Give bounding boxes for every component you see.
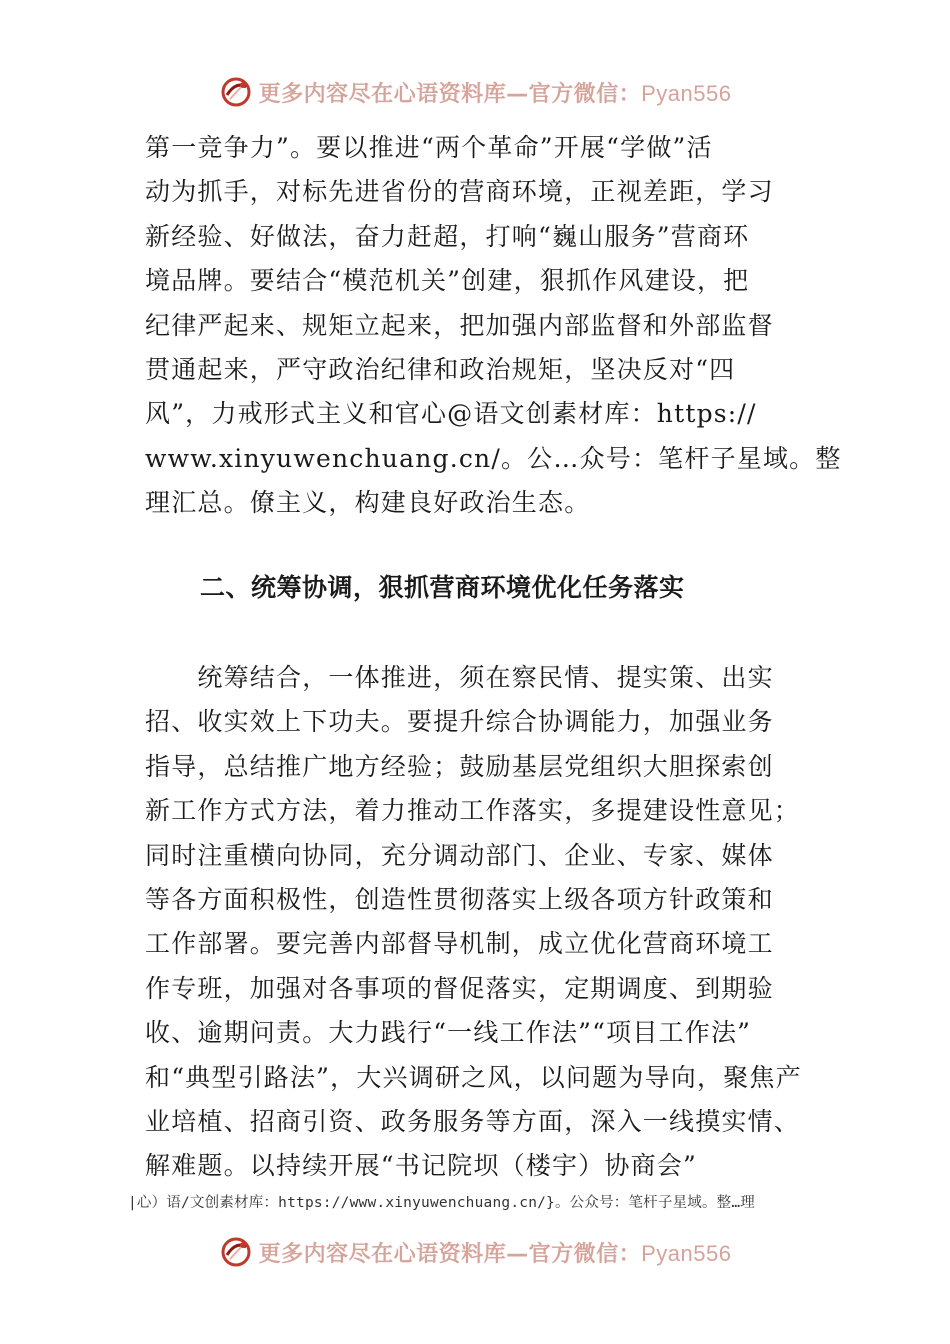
text-line: 贯通起来，严守政治纪律和政治规矩，坚决反对“四 [145, 355, 736, 385]
watermark-header [0, 72, 950, 112]
text-line: 第一竞争力”。要以推进“两个革命”开展“学做”活 [145, 133, 713, 162]
text-line: 收、逾期问责。大力践行“一线工作法”“项目工作法” [145, 1018, 752, 1048]
watermark-text: 更多内容尽在心语资料库—官方微信：Pyan556 [258, 1240, 732, 1267]
logo-icon [219, 75, 253, 109]
text-line: 招、收实效上下功夫。要提升综合协调能力，加强业务 [145, 707, 774, 737]
text-line: 同时注重横向协同，充分调动部门、企业、专家、媒体 [145, 840, 774, 870]
text-line: 指导，总结推广地方经验；鼓励基层党组织大胆探索创 [145, 751, 774, 781]
text-line: 解难题。以持续开展“书记院坝（楼宇）协商会” [145, 1151, 697, 1181]
section-heading: 二、统筹协调，狠抓营商环境优化任务落实 [200, 573, 685, 602]
paragraph-continued [145, 126, 842, 526]
text-line: 业培植、招商引资、政务服务等方面，深入一线摸实情、 [145, 1107, 801, 1137]
text-line: 风”，力戒形式主义和官心@语文创素材库：https:// [145, 399, 757, 429]
paragraph-body [145, 656, 810, 1189]
text-line: www.xinyuwenchuang.cn/。公…众号：笔杆子星域。整 [145, 443, 842, 473]
watermark-text: 更多内容尽在心语资料库—官方微信：Pyan556 [258, 80, 732, 107]
footnote: |心）语/文创素材库：https://www.xinyuwenchuang.cn/}。公众号：笔杆子星域。整…理 [128, 1195, 756, 1211]
text-line: 等各方面积极性，创造性贯彻落实上级各项方针政策和 [145, 885, 774, 915]
text-line: 新经验、好做法，奋力赶超，打响“巍山服务”营商环 [145, 221, 750, 251]
watermark-footer [0, 1232, 950, 1272]
text-line: 动为抓手，对标先进省份的营商环境，正视差距，学习 [145, 177, 774, 207]
text-line: 工作部署。要完善内部督导机制，成立优化营商环境工 [145, 929, 774, 959]
text-line: 境品牌。要结合“模范机关”创建，狠抓作风建设，把 [145, 266, 750, 296]
text-line: 新工作方式方法，着力推动工作落实，多提建设性意见； [145, 796, 801, 826]
text-line: 作专班，加强对各事项的督促落实，定期调度、到期验 [145, 973, 774, 1003]
text-line: 纪律严起来、规矩立起来，把加强内部监督和外部监督 [145, 310, 774, 340]
text-line: 和“典型引路法”，大兴调研之风，以问题为导向，聚焦产 [145, 1062, 802, 1092]
text-line: 理汇总。僚主义，构建良好政治生态。 [145, 488, 591, 518]
text-line: 统筹结合，一体推进，须在察民情、提实策、出实 [145, 663, 774, 692]
logo-icon [219, 1235, 253, 1269]
